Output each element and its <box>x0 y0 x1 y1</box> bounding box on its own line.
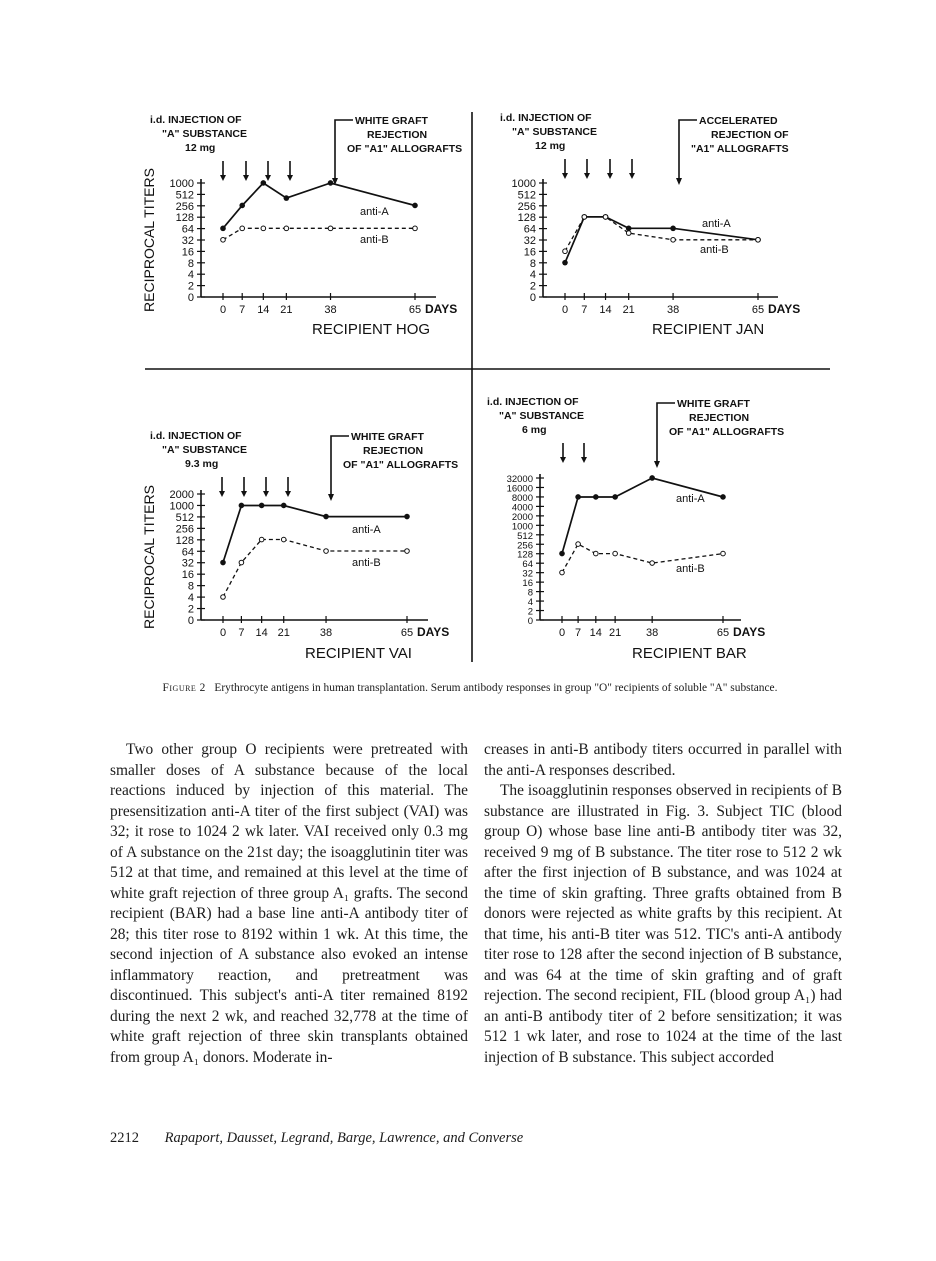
anti-a-data-point <box>720 494 726 500</box>
y-axis-label: RECIPROCAL TITERS <box>141 485 157 629</box>
anti-b-data-point <box>239 560 244 565</box>
anti-b-data-point <box>221 237 226 242</box>
anti-b-data-point <box>413 226 418 231</box>
y-tick-label: 32 <box>522 568 533 580</box>
anti-b-data-point <box>328 226 333 231</box>
anti-a-label: anti-A <box>360 206 389 218</box>
page-footer <box>110 1130 523 1147</box>
author-list: Rapaport, Dausset, Legrand, Barge, Lawrence, and Converse <box>164 1130 524 1146</box>
x-tick-label: 14 <box>589 627 602 639</box>
anti-a-label: anti-A <box>352 524 381 536</box>
y-tick-label: 16000 <box>506 483 533 495</box>
injection-arrowhead <box>584 173 590 179</box>
paragraph: Two other group O recipients were pretreated with smaller doses of A substance because of the local reactions induced by injection of this material. The presensitization anti-A titer of the first subject (VAI) was 32; it rose to 1024 2 wk later. VAI received only 0.3 mg of A substance on the 21st day; the isoagglutinin titer was 512 at that time, and remained at this level at the time of white graft rejection of three group A₁ grafts. The second recipient (BAR) had a base line anti-A antibody titer of 28; this titer rose to 8192 within 1 wk. At this time, the second injection of A substance also evoked an intense inflammatory reaction, and pretreatment was discontinued. This subject's anti-A titer remained 8192 during the next 2 wk, and reached 32,778 at the time of white graft rejection of three skin transplants obtained from group A₁ donors. Moderate in- <box>110 741 468 1066</box>
event-annotation: ACCELERATED <box>699 115 778 127</box>
x-axis-unit: DAYS <box>768 302 801 316</box>
injection-annotation: "A" SUBSTANCE <box>499 410 585 422</box>
anti-a-data-point <box>220 226 226 232</box>
anti-b-data-point <box>650 561 655 566</box>
x-tick-label: 21 <box>280 304 293 316</box>
x-tick-label: 7 <box>239 304 246 316</box>
injection-annotation: i.d. INJECTION OF <box>487 396 579 408</box>
anti-a-label: anti-A <box>702 218 731 230</box>
anti-a-data-point <box>323 514 329 520</box>
y-tick-label: 512 <box>517 530 533 542</box>
anti-a-data-point <box>562 260 568 266</box>
injection-annotation: 12 mg <box>185 142 216 154</box>
event-annotation: OF "A1" ALLOGRAFTS <box>669 426 785 438</box>
event-annotation: REJECTION <box>689 412 750 424</box>
injection-arrowhead <box>263 491 269 497</box>
y-tick-label: 0 <box>187 615 194 627</box>
anti-a-data-point <box>649 475 655 481</box>
anti-a-data-point <box>220 560 226 566</box>
injection-arrowhead <box>629 173 635 179</box>
anti-a-data-point <box>239 503 245 509</box>
y-tick-label: 2 <box>187 603 194 616</box>
y-tick-label: 4 <box>187 592 194 605</box>
event-annotation: WHITE GRAFT <box>355 115 428 127</box>
page-number: 2212 <box>110 1130 139 1146</box>
x-tick-label: 38 <box>324 304 337 316</box>
event-arrowhead <box>328 494 334 501</box>
y-tick-label: 0 <box>529 292 536 304</box>
anti-b-data-point <box>594 551 599 556</box>
y-tick-label: 1000 <box>511 521 533 533</box>
x-axis-unit: DAYS <box>425 302 458 316</box>
anti-b-data-point <box>324 549 329 554</box>
anti-b-data-point <box>221 595 226 600</box>
event-annotation: WHITE GRAFT <box>677 398 750 410</box>
x-tick-label: 65 <box>751 304 765 316</box>
y-tick-label: 256 <box>175 523 194 536</box>
anti-a-data-point <box>261 180 267 186</box>
anti-a-data-point <box>559 551 565 557</box>
y-tick-label: 128 <box>175 212 194 225</box>
x-tick-label: 14 <box>599 304 612 316</box>
y-tick-label: 512 <box>517 189 536 202</box>
paragraph: The isoagglutinin responses observed in recipients of B substance are illustrated in Fig. 3. Subject TIC (blood group O) whose base line anti-B antibody titer was 32, received 9 mg of B substance. The titer rose to 512 2 wk after the first injection of B substance, and was 1024 at the time of skin grafting. Three grafts obtained from B donors were rejected as white grafts by this recipient. At that time, his anti-B titer was 512. TIC's anti-A antibody titer rose to 128 after the second injection of B substance, and was 64 at the time of skin grafting and of graft rejection. The second recipient, FIL (blood group A₁) had an anti-B antibody titer of 2 before sensitization; it was 512 1 wk later, and rose to 1024 at the time of the last injection of B substance. This subject accorded <box>484 782 842 1066</box>
injection-annotation: i.d. INJECTION OF <box>150 114 242 126</box>
anti-b-data-point <box>240 226 245 231</box>
injection-arrowhead <box>265 175 271 181</box>
anti-a-data-point <box>593 494 599 500</box>
recipient-label: RECIPIENT HOG <box>312 321 431 338</box>
injection-annotation: i.d. INJECTION OF <box>150 430 242 442</box>
anti-a-data-point <box>284 195 290 201</box>
figure-caption <box>120 680 820 697</box>
anti-b-data-point <box>721 551 726 556</box>
y-tick-label: 32000 <box>506 474 533 485</box>
y-tick-label: 0 <box>527 616 533 627</box>
x-tick-label: 38 <box>666 304 680 316</box>
anti-b-data-point <box>563 249 568 254</box>
y-tick-label: 8000 <box>511 492 533 504</box>
y-tick-label: 128 <box>517 549 533 561</box>
x-axis-unit: DAYS <box>417 625 450 639</box>
y-tick-label: 128 <box>175 534 194 547</box>
anti-b-data-point <box>560 570 565 575</box>
event-annotation: WHITE GRAFT <box>351 431 424 443</box>
y-tick-label: 256 <box>517 540 533 552</box>
x-tick-label: 14 <box>255 627 268 639</box>
injection-arrowhead <box>560 457 566 463</box>
y-tick-label: 256 <box>517 200 536 213</box>
injection-arrowhead <box>219 491 225 497</box>
anti-b-label: anti-B <box>700 244 729 256</box>
y-tick-label: 16 <box>522 578 533 590</box>
y-tick-label: 64 <box>523 223 536 236</box>
y-tick-label: 32 <box>181 235 194 247</box>
y-tick-label: 4 <box>529 269 536 282</box>
x-tick-label: 0 <box>219 627 227 639</box>
recipient-label: RECIPIENT BAR <box>632 645 747 662</box>
event-annotation: REJECTION <box>363 445 424 457</box>
anti-b-data-point <box>613 551 618 556</box>
y-tick-label: 8 <box>187 580 194 593</box>
y-tick-label: 2 <box>527 606 533 618</box>
y-tick-label: 8 <box>529 257 536 270</box>
injection-arrowhead <box>581 457 587 463</box>
x-tick-label: 21 <box>609 627 622 639</box>
y-tick-label: 64 <box>181 223 194 236</box>
y-tick-label: 0 <box>187 292 194 304</box>
injection-annotation: 12 mg <box>535 140 566 152</box>
injection-annotation: "A" SUBSTANCE <box>162 128 248 140</box>
y-tick-label: 1000 <box>169 178 194 190</box>
x-tick-label: 7 <box>581 304 588 316</box>
body-column-right <box>484 740 842 1068</box>
anti-b-data-point <box>582 215 587 220</box>
injection-arrowhead <box>287 175 293 181</box>
injection-arrowhead <box>285 491 291 497</box>
event-arrowhead <box>654 461 660 468</box>
anti-b-label: anti-B <box>676 563 705 575</box>
anti-b-label: anti-B <box>360 234 389 246</box>
caption-text: Erythrocyte antigens in human transplantation. Serum antibody responses in group "O" recipients of soluble "A" substance. <box>214 682 778 694</box>
y-tick-label: 2000 <box>169 489 194 501</box>
x-tick-label: 65 <box>716 627 730 639</box>
x-tick-label: 65 <box>400 627 414 639</box>
body-column-left <box>110 740 468 1068</box>
anti-b-data-point <box>603 215 608 220</box>
anti-a-data-point <box>281 503 287 509</box>
anti-b-data-point <box>626 231 631 236</box>
y-tick-label: 8 <box>187 257 194 270</box>
y-tick-label: 2 <box>529 280 536 293</box>
injection-annotation: i.d. INJECTION OF <box>500 112 592 124</box>
y-tick-label: 512 <box>175 511 194 524</box>
injection-arrowhead <box>243 175 249 181</box>
y-tick-label: 1000 <box>169 500 194 513</box>
injection-annotation: "A" SUBSTANCE <box>162 444 248 456</box>
anti-a-data-point <box>404 514 410 520</box>
caption-label: Figure 2 <box>162 682 206 694</box>
y-tick-label: 512 <box>175 189 194 202</box>
x-tick-label: 38 <box>646 627 659 639</box>
anti-b-data-point <box>284 226 289 231</box>
x-tick-label: 0 <box>558 627 566 639</box>
y-tick-label: 4 <box>527 597 533 609</box>
anti-a-data-point <box>259 503 265 509</box>
injection-annotation: 9.3 mg <box>185 458 219 470</box>
anti-b-data-point <box>576 542 581 547</box>
anti-b-label: anti-B <box>352 557 381 569</box>
event-annotation: OF "A1" ALLOGRAFTS <box>347 143 463 155</box>
anti-a-data-point <box>328 180 334 186</box>
y-tick-label: 32 <box>181 557 194 570</box>
injection-arrowhead <box>220 175 226 181</box>
x-tick-label: 7 <box>575 627 582 639</box>
y-tick-label: 16 <box>181 246 194 259</box>
anti-a-data-point <box>239 203 245 209</box>
event-annotation: REJECTION OF <box>711 129 789 141</box>
event-annotation: OF "A1" ALLOGRAFTS <box>343 459 459 471</box>
x-tick-label: 21 <box>622 304 635 316</box>
anti-b-data-point <box>259 537 264 542</box>
injection-arrowhead <box>241 491 247 497</box>
anti-a-series-line <box>562 478 723 554</box>
event-annotation: "A1" ALLOGRAFTS <box>691 143 789 155</box>
y-tick-label: 8 <box>527 587 533 599</box>
anti-a-data-point <box>412 203 418 209</box>
y-tick-label: 16 <box>523 246 536 259</box>
anti-a-label: anti-A <box>676 493 705 505</box>
x-tick-label: 7 <box>238 627 245 639</box>
y-tick-label: 2000 <box>511 511 533 523</box>
y-tick-label: 256 <box>175 200 194 213</box>
anti-b-data-point <box>261 226 266 231</box>
y-tick-label: 4 <box>187 269 194 282</box>
x-tick-label: 65 <box>408 304 422 316</box>
y-axis-label: RECIPROCAL TITERS <box>141 168 157 312</box>
recipient-label: RECIPIENT VAI <box>305 645 412 662</box>
anti-a-data-point <box>575 494 581 500</box>
x-tick-label: 38 <box>319 627 333 639</box>
anti-b-data-point <box>756 237 761 242</box>
x-tick-label: 14 <box>257 304 270 316</box>
anti-b-data-point <box>281 537 286 542</box>
y-tick-label: 1000 <box>511 178 536 190</box>
anti-b-data-point <box>671 237 676 242</box>
x-tick-label: 21 <box>277 627 290 639</box>
anti-a-data-point <box>612 494 618 500</box>
y-tick-label: 128 <box>517 212 536 225</box>
y-tick-label: 4000 <box>511 502 533 514</box>
anti-b-data-point <box>405 549 410 554</box>
event-annotation: REJECTION <box>367 129 428 141</box>
y-tick-label: 16 <box>181 569 194 582</box>
injection-arrowhead <box>562 173 568 179</box>
injection-arrowhead <box>607 173 613 179</box>
x-tick-label: 0 <box>219 304 227 316</box>
injection-annotation: 6 mg <box>522 424 547 436</box>
injection-annotation: "A" SUBSTANCE <box>512 126 598 138</box>
y-tick-label: 2 <box>187 280 194 293</box>
y-tick-label: 64 <box>181 546 194 559</box>
anti-a-data-point <box>670 226 676 232</box>
recipient-label: RECIPIENT JAN <box>652 321 765 338</box>
y-tick-label: 64 <box>522 559 533 571</box>
paragraph: creases in anti-B antibody titers occurred in parallel with the anti-A responses described. <box>484 741 842 779</box>
x-axis-unit: DAYS <box>733 625 766 639</box>
y-tick-label: 32 <box>523 235 536 247</box>
event-arrowhead <box>676 178 682 185</box>
x-tick-label: 0 <box>561 304 569 316</box>
